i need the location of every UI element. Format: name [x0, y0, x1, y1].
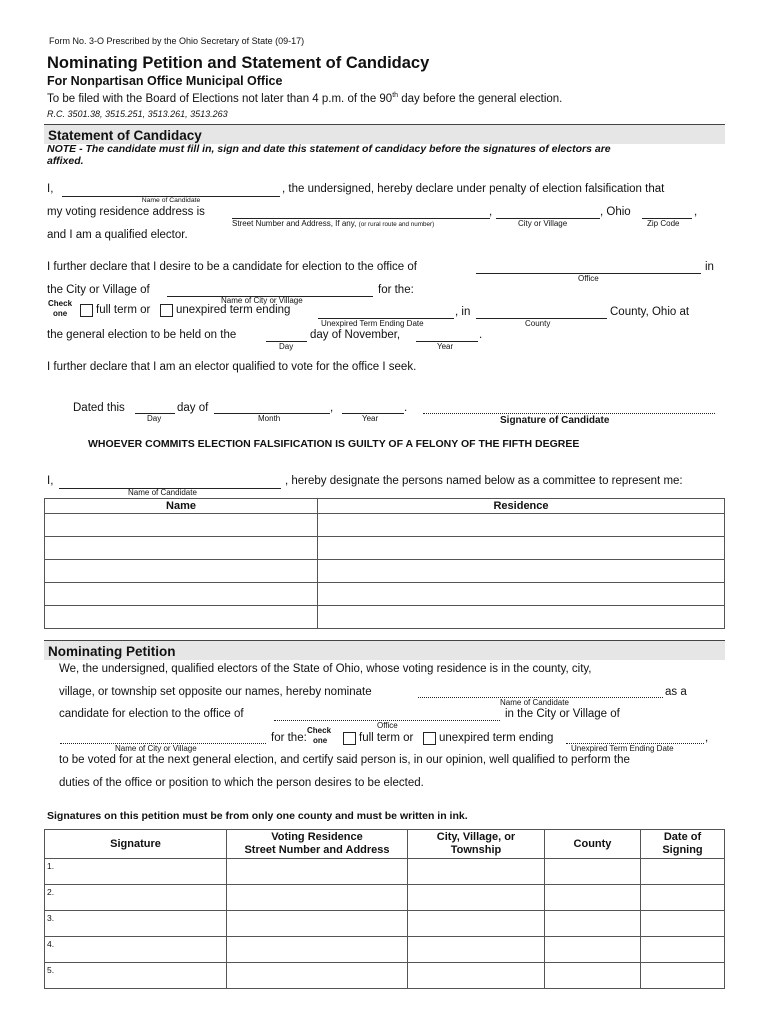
signature-header: Signature: [45, 830, 227, 859]
for-the-text: for the:: [378, 284, 414, 296]
zip-caption: Zip Code: [647, 219, 680, 228]
name-of-candidate-caption: Name of Candidate: [141, 197, 201, 204]
signature-cell[interactable]: [45, 963, 227, 989]
date-cell[interactable]: [641, 937, 725, 963]
signature-row: [45, 859, 725, 885]
signature-table: [44, 829, 725, 989]
comma: ,: [694, 206, 698, 218]
i-label: I,: [47, 183, 54, 195]
petition-unexpired-checkbox[interactable]: [423, 732, 436, 745]
unexpired-term-label: unexpired term ending: [176, 304, 291, 316]
date-cell[interactable]: [641, 859, 725, 885]
period: .: [404, 402, 408, 414]
note-line-2: affixed.: [47, 155, 84, 167]
residence-cell[interactable]: [227, 937, 408, 963]
residence-text: my voting residence address is: [47, 206, 205, 218]
day-of-text: day of: [177, 402, 209, 414]
committee-text: , hereby designate the persons named below as a committee to represent me:: [285, 475, 683, 487]
committee-name-cell[interactable]: [45, 606, 318, 629]
residence-cell[interactable]: [227, 911, 408, 937]
committee-name-cell[interactable]: [45, 537, 318, 560]
committee-name-cell[interactable]: [45, 583, 318, 606]
committee-residence-cell[interactable]: [318, 606, 725, 629]
as-a-text: as a: [665, 686, 687, 698]
row-number: 4.: [47, 939, 55, 949]
signature-cell[interactable]: [45, 885, 227, 911]
signature-row: [45, 911, 725, 937]
residence-cell[interactable]: [227, 859, 408, 885]
committee-row: [45, 583, 725, 606]
committee-row: [45, 514, 725, 537]
office-caption-2: Office: [377, 721, 398, 730]
residence-cell[interactable]: [227, 885, 408, 911]
full-term-checkbox[interactable]: [80, 304, 93, 317]
year-caption: Year: [437, 342, 454, 351]
petition-full-term-checkbox[interactable]: [343, 732, 356, 745]
city-cell[interactable]: [408, 963, 545, 989]
one-label-2: one: [313, 736, 328, 745]
candidate-signature-field[interactable]: [423, 413, 715, 414]
signature-cell[interactable]: [45, 859, 227, 885]
committee-row: [45, 537, 725, 560]
felony-warning: WHOEVER COMMITS ELECTION FALSIFICATION IS GUILTY OF A FELONY OF THE FIFTH DEGREE: [88, 438, 580, 450]
row-number: 2.: [47, 887, 55, 897]
petition-unexpired-label: unexpired term ending: [439, 732, 554, 744]
name-city-caption: Name of City or Village: [221, 296, 303, 305]
one-label: one: [53, 309, 68, 318]
petition-line-6: duties of the office or position to which the person desires to be elected.: [59, 777, 424, 789]
check-label: Check: [48, 299, 73, 308]
qualified-text: and I am a qualified elector.: [47, 229, 188, 241]
county-header: County: [545, 830, 641, 859]
row-number: 1.: [47, 861, 55, 871]
period: .: [479, 329, 483, 341]
county-cell[interactable]: [545, 937, 641, 963]
committee-name-header: Name: [45, 499, 318, 514]
petition-line-5: to be voted for at the next general election, and certify said person is, in our opinion, well qualified to perform the: [59, 754, 630, 766]
comma: ,: [489, 206, 493, 218]
petition-full-term-label: full term or: [359, 732, 414, 744]
further-text: I further declare that I desire to be a candidate for election to the office of: [47, 261, 417, 273]
comma: ,: [705, 732, 709, 744]
signature-row: [45, 937, 725, 963]
committee-table: [44, 498, 725, 629]
comma: ,: [330, 402, 334, 414]
petition-line-1: We, the undersigned, qualified electors of the State of Ohio, whose voting residence is in the county, city,: [59, 663, 592, 675]
date-cell[interactable]: [641, 885, 725, 911]
petition-line-3: candidate for election to the office of: [59, 708, 244, 720]
day-of-november-text: day of November,: [310, 329, 401, 341]
month-label: Month: [258, 414, 281, 423]
petition-section-header: Nominating Petition: [44, 640, 725, 660]
unexpired-date-caption-2: Unexpired Term Ending Date: [571, 744, 674, 753]
committee-residence-cell[interactable]: [318, 537, 725, 560]
county-cell[interactable]: [545, 885, 641, 911]
residence-header: Voting Residence Street Number and Address: [227, 830, 408, 859]
signature-cell[interactable]: [45, 911, 227, 937]
petition-line-2: village, or township set opposite our names, hereby nominate: [59, 686, 372, 698]
general-election-text: the general election to be held on the: [47, 329, 237, 341]
day-caption: Day: [279, 342, 294, 351]
county-cell[interactable]: [545, 963, 641, 989]
comma-in-text: , in: [455, 306, 471, 318]
city-cell[interactable]: [408, 937, 545, 963]
dated-this-text: Dated this: [73, 402, 125, 414]
city-cell[interactable]: [408, 885, 545, 911]
committee-residence-header: Residence: [318, 499, 725, 514]
unexpired-date-caption: Unexpired Term Ending Date: [321, 319, 424, 328]
i-label: I,: [47, 475, 54, 487]
county-cell[interactable]: [545, 859, 641, 885]
row-number: 3.: [47, 913, 55, 923]
day-label: Day: [147, 414, 162, 423]
statement-section-header: Statement of Candidacy: [44, 124, 725, 144]
row-number: 5.: [47, 965, 55, 975]
in-text: in: [705, 261, 714, 273]
signature-row: [45, 963, 725, 989]
year-label: Year: [362, 414, 379, 423]
committee-name-cell[interactable]: [45, 560, 318, 583]
undersigned-text: , the undersigned, hereby declare under penalty of election falsification that: [282, 183, 665, 195]
county-ohio-text: County, Ohio at: [610, 306, 690, 318]
full-term-label: full term or: [96, 304, 151, 316]
note-line-1: NOTE - The candidate must fill in, sign and date this statement of candidacy before the signatures of electors are: [47, 143, 611, 155]
city-cell[interactable]: [408, 911, 545, 937]
date-cell[interactable]: [641, 963, 725, 989]
filing-deadline: To be filed with the Board of Elections not later than 4 p.m. of the 90th day before the general election.: [47, 92, 563, 105]
county-caption: County: [525, 319, 551, 328]
elector-declaration: I further declare that I am an elector qualified to vote for the office I seek.: [47, 361, 417, 373]
check-label-2: Check: [307, 726, 332, 735]
committee-row: [45, 560, 725, 583]
ohio-text: , Ohio: [600, 206, 631, 218]
rc-citation: R.C. 3501.38, 3515.251, 3513.261, 3513.263: [47, 109, 228, 119]
unexpired-term-checkbox[interactable]: [160, 304, 173, 317]
county-cell[interactable]: [545, 911, 641, 937]
office-caption: Office: [578, 274, 599, 283]
for-the-text-2: for the:: [271, 732, 307, 744]
committee-row: [45, 606, 725, 629]
city-header: City, Village, or Township: [408, 830, 545, 859]
in-city-village-text: in the City or Village of: [505, 708, 620, 720]
committee-residence-cell[interactable]: [318, 514, 725, 537]
committee-residence-cell[interactable]: [318, 560, 725, 583]
signature-row: [45, 885, 725, 911]
committee-residence-cell[interactable]: [318, 583, 725, 606]
name-of-candidate: Name of Candidate: [128, 488, 197, 497]
page-title: Nominating Petition and Statement of Candidacy: [47, 54, 430, 72]
date-header: Date of Signing: [641, 830, 725, 859]
city-village-of-text: the City or Village of: [47, 284, 150, 296]
signature-caption: Signature of Candidate: [500, 415, 610, 426]
street-caption: Street Number and Address, If any, (or rural route and number): [232, 219, 435, 228]
committee-name-cell[interactable]: [45, 514, 318, 537]
city-cell[interactable]: [408, 859, 545, 885]
residence-cell[interactable]: [227, 963, 408, 989]
date-cell[interactable]: [641, 911, 725, 937]
city-caption: City or Village: [518, 219, 568, 228]
page-subtitle: For Nonpartisan Office Municipal Office: [47, 74, 283, 88]
signature-cell[interactable]: [45, 937, 227, 963]
form-number: Form No. 3-O Prescribed by the Ohio Secretary of State (09-17): [49, 36, 305, 46]
signature-note: Signatures on this petition must be from only one county and must be written in ink.: [47, 810, 468, 822]
name-city-caption-2: Name of City or Village: [115, 744, 197, 753]
name-of-candidate-caption-2: Name of Candidate: [500, 698, 569, 707]
